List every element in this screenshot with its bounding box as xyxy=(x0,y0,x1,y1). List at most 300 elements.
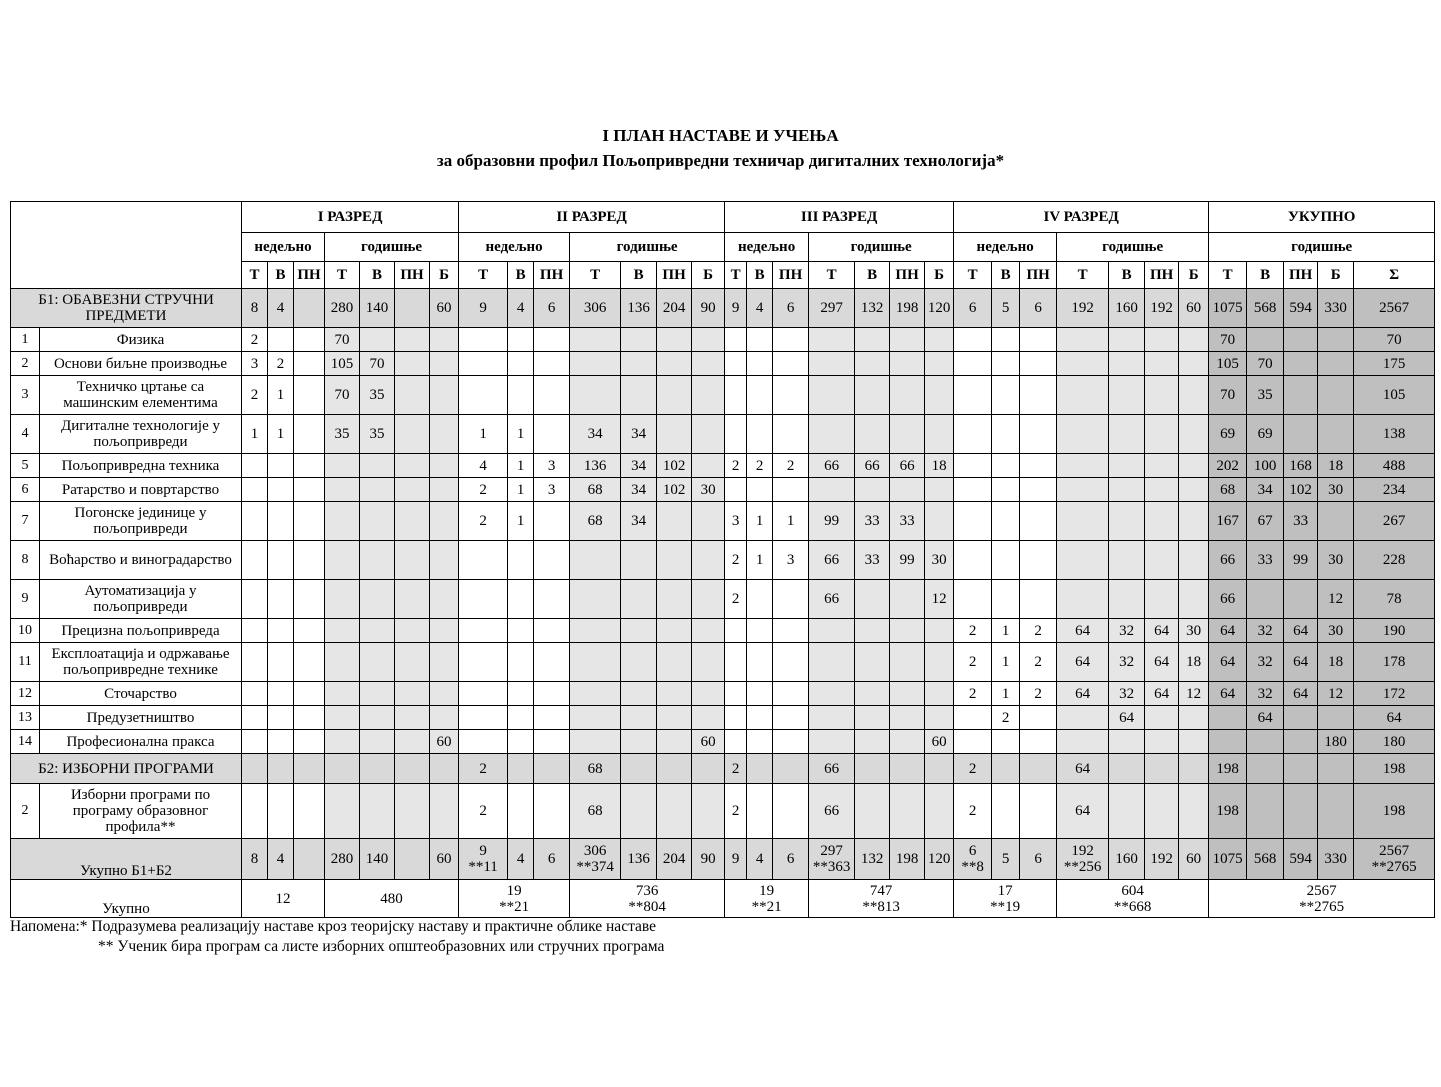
value-cell: 60 xyxy=(692,730,725,754)
value-cell xyxy=(430,643,459,682)
value-cell: 2 xyxy=(954,619,992,643)
value-cell xyxy=(954,706,992,730)
value-cell: 64 xyxy=(1057,643,1109,682)
value-cell xyxy=(747,706,773,730)
value-cell xyxy=(242,541,268,580)
value-cell: 34 xyxy=(621,502,657,541)
value-cell: 67 xyxy=(1247,502,1284,541)
value-cell: 30 xyxy=(1318,619,1354,643)
value-cell xyxy=(508,682,534,706)
value-cell xyxy=(747,376,773,415)
value-cell: 33 xyxy=(855,502,890,541)
header-col: ПН xyxy=(1145,262,1179,289)
value-cell: 8 xyxy=(242,839,268,880)
value-cell: 280 xyxy=(325,289,360,328)
value-cell xyxy=(325,478,360,502)
value-cell xyxy=(925,352,954,376)
value-cell: 136 xyxy=(570,454,621,478)
value-cell xyxy=(890,730,925,754)
value-cell: 1 xyxy=(508,502,534,541)
value-cell xyxy=(508,376,534,415)
value-cell: 5 xyxy=(992,289,1020,328)
value-cell xyxy=(725,478,747,502)
value-cell xyxy=(430,706,459,730)
value-cell: 160 xyxy=(1109,839,1145,880)
value-cell xyxy=(725,352,747,376)
value-cell: 1 xyxy=(508,478,534,502)
value-cell xyxy=(1209,706,1247,730)
value-cell: 180 xyxy=(1318,730,1354,754)
value-cell xyxy=(395,730,430,754)
value-cell xyxy=(747,784,773,839)
subject-number: 11 xyxy=(11,643,40,682)
value-cell xyxy=(1284,784,1318,839)
value-cell xyxy=(1020,754,1057,784)
header-col: Б xyxy=(1179,262,1209,289)
value-cell: 70 xyxy=(325,328,360,352)
value-cell xyxy=(1284,376,1318,415)
value-cell xyxy=(1179,706,1209,730)
value-cell xyxy=(268,754,294,784)
value-cell xyxy=(570,541,621,580)
value-cell: 178 xyxy=(1354,643,1435,682)
value-cell: 34 xyxy=(621,478,657,502)
header-yearly-total: годишње xyxy=(1209,233,1435,262)
value-cell: 32 xyxy=(1109,619,1145,643)
value-cell xyxy=(773,754,809,784)
value-cell: 198 xyxy=(890,839,925,880)
value-cell xyxy=(1145,730,1179,754)
value-cell xyxy=(725,730,747,754)
value-cell: 120 xyxy=(925,289,954,328)
value-cell xyxy=(325,682,360,706)
value-cell xyxy=(360,784,395,839)
value-cell xyxy=(534,730,570,754)
value-cell: 99 xyxy=(809,502,855,541)
value-cell xyxy=(1020,454,1057,478)
value-cell xyxy=(268,784,294,839)
value-cell: 198 xyxy=(1209,754,1247,784)
value-cell xyxy=(242,643,268,682)
value-cell: 33 xyxy=(855,541,890,580)
value-cell xyxy=(1020,580,1057,619)
value-cell: 66 xyxy=(855,454,890,478)
value-cell xyxy=(855,643,890,682)
value-cell xyxy=(855,730,890,754)
value-cell xyxy=(459,376,508,415)
value-cell xyxy=(747,328,773,352)
value-cell xyxy=(992,502,1020,541)
value-cell xyxy=(809,328,855,352)
value-cell xyxy=(1109,754,1145,784)
value-cell xyxy=(459,706,508,730)
value-cell xyxy=(954,454,992,478)
value-cell xyxy=(395,502,430,541)
value-cell xyxy=(459,682,508,706)
value-cell: 12 xyxy=(925,580,954,619)
value-cell xyxy=(890,328,925,352)
value-cell: 68 xyxy=(570,478,621,502)
value-cell xyxy=(294,289,325,328)
value-cell: 1 xyxy=(992,643,1020,682)
header-weekly: недељно xyxy=(459,233,570,262)
value-cell xyxy=(890,754,925,784)
value-cell: 60 xyxy=(925,730,954,754)
subject-name: Експлоатација и одржавање пољопривредне технике xyxy=(40,643,242,682)
value-cell: 66 xyxy=(1209,580,1247,619)
value-cell: 70 xyxy=(1209,376,1247,415)
value-cell xyxy=(692,541,725,580)
value-cell: 90 xyxy=(692,839,725,880)
value-cell xyxy=(1179,502,1209,541)
value-cell xyxy=(657,328,692,352)
value-cell xyxy=(747,643,773,682)
value-cell: 60 xyxy=(1179,289,1209,328)
value-cell: 66 xyxy=(890,454,925,478)
value-cell xyxy=(534,754,570,784)
value-cell: 35 xyxy=(360,415,395,454)
value-cell xyxy=(809,643,855,682)
grand-total-cell: 19 **21 xyxy=(459,880,570,918)
value-cell xyxy=(1057,706,1109,730)
value-cell xyxy=(395,454,430,478)
value-cell xyxy=(657,784,692,839)
value-cell: 2 xyxy=(459,502,508,541)
value-cell xyxy=(1318,415,1354,454)
value-cell xyxy=(508,643,534,682)
value-cell xyxy=(773,706,809,730)
value-cell: 2 xyxy=(459,754,508,784)
value-cell: 192 xyxy=(1057,289,1109,328)
value-cell xyxy=(692,352,725,376)
header-col: ПН xyxy=(773,262,809,289)
value-cell xyxy=(325,619,360,643)
value-cell xyxy=(1109,541,1145,580)
value-cell xyxy=(657,352,692,376)
value-cell xyxy=(1179,784,1209,839)
value-cell xyxy=(809,619,855,643)
value-cell xyxy=(809,682,855,706)
value-cell: 4 xyxy=(508,839,534,880)
header-col-total: ПН xyxy=(1284,262,1318,289)
value-cell xyxy=(621,376,657,415)
value-cell xyxy=(294,754,325,784)
value-cell xyxy=(692,454,725,478)
value-cell xyxy=(692,784,725,839)
value-cell xyxy=(992,541,1020,580)
header-weekly: недељно xyxy=(725,233,809,262)
value-cell xyxy=(657,706,692,730)
header-col: ПН xyxy=(534,262,570,289)
value-cell xyxy=(325,754,360,784)
value-cell: 4 xyxy=(747,289,773,328)
value-cell xyxy=(459,730,508,754)
header-col: ПН xyxy=(294,262,325,289)
header-col: ПН xyxy=(1020,262,1057,289)
value-cell xyxy=(395,580,430,619)
value-cell xyxy=(459,328,508,352)
value-cell xyxy=(692,619,725,643)
value-cell xyxy=(508,730,534,754)
value-cell: 9 xyxy=(725,839,747,880)
value-cell xyxy=(954,580,992,619)
value-cell xyxy=(242,580,268,619)
value-cell xyxy=(430,541,459,580)
subject-name: Аутоматизација у пољопривреди xyxy=(40,580,242,619)
value-cell xyxy=(508,706,534,730)
value-cell: 2 xyxy=(992,706,1020,730)
value-cell: 2 xyxy=(954,754,992,784)
header-total: УКУПНО xyxy=(1209,202,1435,233)
value-cell xyxy=(430,502,459,541)
value-cell xyxy=(1247,328,1284,352)
value-cell xyxy=(773,580,809,619)
value-cell: 297 **363 xyxy=(809,839,855,880)
value-cell xyxy=(855,328,890,352)
value-cell: 2 xyxy=(268,352,294,376)
value-cell xyxy=(508,619,534,643)
value-cell xyxy=(294,328,325,352)
subject-name: Прецизна пољопривреда xyxy=(40,619,242,643)
value-cell: 297 xyxy=(809,289,855,328)
header-yearly: годишње xyxy=(1057,233,1209,262)
value-cell: 2 xyxy=(1020,643,1057,682)
value-cell xyxy=(534,415,570,454)
value-cell xyxy=(1020,784,1057,839)
value-cell: 192 xyxy=(1145,839,1179,880)
value-cell xyxy=(621,619,657,643)
value-cell: 102 xyxy=(1284,478,1318,502)
value-cell: 64 xyxy=(1284,619,1318,643)
value-cell xyxy=(992,415,1020,454)
value-cell: 66 xyxy=(809,580,855,619)
value-cell xyxy=(621,352,657,376)
header-col: В xyxy=(855,262,890,289)
value-cell xyxy=(1179,454,1209,478)
header-col: Б xyxy=(692,262,725,289)
header-col: Б xyxy=(925,262,954,289)
value-cell: 30 xyxy=(1179,619,1209,643)
value-cell xyxy=(954,328,992,352)
value-cell xyxy=(360,754,395,784)
value-cell xyxy=(855,706,890,730)
value-cell xyxy=(534,328,570,352)
value-cell xyxy=(508,352,534,376)
value-cell xyxy=(294,839,325,880)
header-col: Т xyxy=(954,262,992,289)
value-cell xyxy=(534,619,570,643)
value-cell: 5 xyxy=(992,839,1020,880)
curriculum-table xyxy=(10,201,1435,918)
value-cell xyxy=(1109,784,1145,839)
value-cell xyxy=(890,415,925,454)
subject-name: Сточарство xyxy=(40,682,242,706)
value-cell: 18 xyxy=(1318,454,1354,478)
value-cell: 1 xyxy=(268,415,294,454)
value-cell xyxy=(725,706,747,730)
value-cell xyxy=(692,682,725,706)
value-cell: 167 xyxy=(1209,502,1247,541)
value-cell: 3 xyxy=(534,478,570,502)
value-cell: 64 xyxy=(1209,682,1247,706)
header-grade: I РАЗРЕД xyxy=(242,202,459,233)
value-cell xyxy=(268,643,294,682)
value-cell xyxy=(360,478,395,502)
value-cell xyxy=(268,682,294,706)
value-cell: 66 xyxy=(809,754,855,784)
value-cell: 6 xyxy=(773,289,809,328)
value-cell xyxy=(657,415,692,454)
value-cell xyxy=(747,415,773,454)
header-col: В xyxy=(508,262,534,289)
subject-number: 7 xyxy=(11,502,40,541)
value-cell xyxy=(360,502,395,541)
value-cell xyxy=(657,754,692,784)
value-cell xyxy=(692,328,725,352)
value-cell xyxy=(657,502,692,541)
subject-number: 8 xyxy=(11,541,40,580)
header-col: В xyxy=(1109,262,1145,289)
value-cell xyxy=(1020,502,1057,541)
value-cell: 34 xyxy=(570,415,621,454)
value-cell xyxy=(294,619,325,643)
value-cell: 105 xyxy=(1209,352,1247,376)
value-cell xyxy=(890,784,925,839)
value-cell xyxy=(360,682,395,706)
subject-number: 9 xyxy=(11,580,40,619)
value-cell xyxy=(395,478,430,502)
subject-number: 2 xyxy=(11,784,40,839)
value-cell xyxy=(992,580,1020,619)
value-cell xyxy=(1145,754,1179,784)
value-cell xyxy=(430,376,459,415)
value-cell: 204 xyxy=(657,289,692,328)
value-cell: 32 xyxy=(1247,643,1284,682)
value-cell: 2 xyxy=(1020,682,1057,706)
subject-number: 1 xyxy=(11,328,40,352)
value-cell xyxy=(360,619,395,643)
value-cell xyxy=(570,580,621,619)
value-cell: 1 xyxy=(747,502,773,541)
value-cell xyxy=(1318,328,1354,352)
header-col: В xyxy=(360,262,395,289)
value-cell: 6 xyxy=(534,839,570,880)
value-cell xyxy=(725,328,747,352)
value-cell xyxy=(725,619,747,643)
value-cell xyxy=(925,619,954,643)
value-cell xyxy=(925,328,954,352)
value-cell xyxy=(508,580,534,619)
subject-name: Воћарство и виноградарство xyxy=(40,541,242,580)
value-cell xyxy=(621,328,657,352)
value-cell: 33 xyxy=(890,502,925,541)
value-cell xyxy=(1145,415,1179,454)
value-cell: 6 xyxy=(773,839,809,880)
value-cell: 2 xyxy=(725,541,747,580)
value-cell xyxy=(773,376,809,415)
value-cell xyxy=(621,784,657,839)
value-cell: 2 xyxy=(242,376,268,415)
value-cell: 70 xyxy=(360,352,395,376)
value-cell: 105 xyxy=(1354,376,1435,415)
value-cell xyxy=(360,643,395,682)
subject-number: 4 xyxy=(11,415,40,454)
value-cell xyxy=(855,352,890,376)
value-cell: 64 xyxy=(1145,643,1179,682)
value-cell: 2 xyxy=(954,784,992,839)
header-col: ПН xyxy=(890,262,925,289)
value-cell xyxy=(1318,352,1354,376)
subject-name: Ратарство и повртарство xyxy=(40,478,242,502)
header-col: Т xyxy=(242,262,268,289)
value-cell: 64 xyxy=(1057,619,1109,643)
value-cell xyxy=(773,619,809,643)
value-cell: 330 xyxy=(1318,289,1354,328)
value-cell xyxy=(747,352,773,376)
value-cell xyxy=(294,352,325,376)
value-cell xyxy=(570,682,621,706)
value-cell xyxy=(268,706,294,730)
subject-name: Физика xyxy=(40,328,242,352)
value-cell: 60 xyxy=(430,289,459,328)
value-cell xyxy=(925,643,954,682)
value-cell: 2 xyxy=(954,682,992,706)
subject-number: 6 xyxy=(11,478,40,502)
value-cell: 234 xyxy=(1354,478,1435,502)
subject-number: 3 xyxy=(11,376,40,415)
header-grade: II РАЗРЕД xyxy=(459,202,725,233)
value-cell: 34 xyxy=(1247,478,1284,502)
value-cell xyxy=(809,478,855,502)
header-blank xyxy=(11,202,242,289)
value-cell xyxy=(1145,328,1179,352)
value-cell xyxy=(294,706,325,730)
value-cell: 64 xyxy=(1057,682,1109,706)
value-cell: 33 xyxy=(1284,502,1318,541)
value-cell xyxy=(570,706,621,730)
value-cell xyxy=(242,682,268,706)
value-cell: 2567 **2765 xyxy=(1354,839,1435,880)
grand-total-cell: 12 xyxy=(242,880,325,918)
value-cell xyxy=(1020,541,1057,580)
notes xyxy=(10,917,664,957)
value-cell xyxy=(242,706,268,730)
header-grade: III РАЗРЕД xyxy=(725,202,954,233)
value-cell xyxy=(294,454,325,478)
value-cell xyxy=(534,643,570,682)
value-cell: 120 xyxy=(925,839,954,880)
value-cell: 2 xyxy=(773,454,809,478)
value-cell: 64 xyxy=(1247,706,1284,730)
value-cell xyxy=(1057,541,1109,580)
value-cell: 30 xyxy=(925,541,954,580)
value-cell: 34 xyxy=(621,454,657,478)
value-cell: 204 xyxy=(657,839,692,880)
header-col-total: В xyxy=(1247,262,1284,289)
value-cell: 2 xyxy=(725,580,747,619)
value-cell: 9 **11 xyxy=(459,839,508,880)
value-cell: 69 xyxy=(1247,415,1284,454)
value-cell xyxy=(1179,541,1209,580)
value-cell xyxy=(954,478,992,502)
value-cell xyxy=(1109,376,1145,415)
value-cell: 6 xyxy=(534,289,570,328)
header-col: В xyxy=(268,262,294,289)
value-cell xyxy=(395,289,430,328)
value-cell xyxy=(1057,415,1109,454)
value-cell xyxy=(1318,502,1354,541)
value-cell xyxy=(1145,376,1179,415)
